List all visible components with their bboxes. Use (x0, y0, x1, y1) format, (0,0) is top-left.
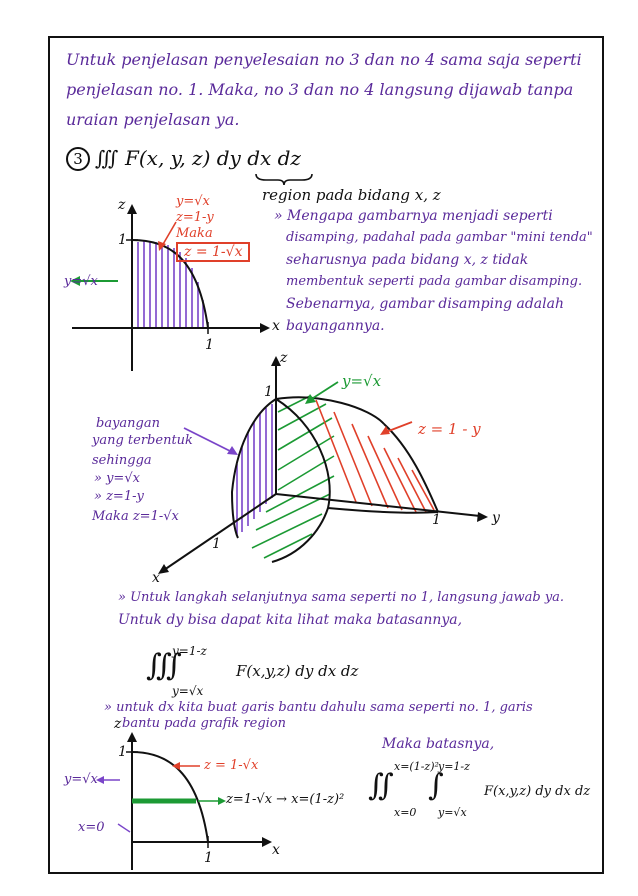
graph3d-z-label: z (280, 350, 288, 366)
shadow-note-6: Maka z=1-√x (92, 509, 179, 524)
shadow-note-1: bayangan (96, 416, 160, 431)
z-axis-arrow-icon (127, 204, 137, 214)
curve-pointer (162, 222, 176, 246)
problem-number: 3 (73, 150, 83, 168)
shadow-note-3: sehingga (92, 453, 152, 468)
step-dy-upper: y=1-z (172, 644, 207, 658)
graph1-boxed-result: z = 1-√x (176, 242, 250, 262)
step-dx-line-1: » untuk dx kita buat garis bantu dahulu sama seperti no. 1, garis (104, 700, 533, 715)
graph2-x0-label: x=0 (78, 820, 105, 835)
step-dy-line-1: » Untuk langkah selanjutnya sama seperti no 1, langsung jawab ya. (118, 590, 565, 605)
graph3d-green-label: y=√x (342, 372, 382, 390)
step-dy-line-2: Untuk dy bisa dapat kita lihat maka batasannya, (118, 612, 463, 628)
graph3d-red-label: z = 1 - y (418, 420, 481, 438)
note1-line-5: Sebenarnya, gambar disamping adalah (286, 296, 564, 312)
step-dx-line-2: bantu pada grafik region (122, 716, 287, 731)
graph1-z-label: z (118, 197, 126, 213)
graph1-maka: Maka (176, 226, 213, 241)
final-expr: F(x,y,z) dy dx dz (484, 784, 591, 799)
graph3d-tick-y: 1 (432, 512, 441, 528)
tent-3d-graph (140, 352, 500, 592)
graph2-green-label: z=1-√x → x=(1-z)² (226, 792, 345, 807)
region-note: region pada bidang x, z (262, 186, 441, 204)
graph2-tick-x: 1 (204, 850, 213, 866)
final-x-upper: x=(1-z)² (394, 760, 439, 773)
note1-line-2: disamping, padahal pada gambar "mini tenda" (286, 230, 593, 245)
graph2-curve-label: z = 1-√x (204, 758, 259, 773)
note1-line-6: bayangannya. (286, 318, 385, 334)
graph1-curve-label-1: y=√x (176, 194, 210, 209)
integral-sign-y: ∫ (428, 768, 444, 803)
note1-line-4: membentuk seperti pada gambar disamping. (286, 274, 583, 289)
intro-line-3: uraian penjelasan ya. (66, 110, 240, 129)
note1-line-3: seharusnya pada bidang x, z tidak (286, 252, 529, 268)
graph2-z-label: z (114, 716, 122, 732)
final-y-upper: y=1-z (438, 760, 470, 773)
graph2-tick-z: 1 (118, 744, 127, 760)
graph1-tick-z: 1 (118, 232, 127, 248)
note1-line-1: » Mengapa gambarnya menjadi seperti (274, 208, 553, 224)
final-y-lower: y=√x (438, 806, 467, 819)
final-title: Maka batasnya, (382, 736, 495, 752)
intro-line-1: Untuk penjelasan penyelesaian no 3 dan no 4 sama saja seperti (66, 50, 582, 69)
graph3d-x-label: x (152, 570, 160, 586)
graph3d-y-label: y (492, 510, 500, 526)
final-x-lower: x=0 (394, 806, 417, 819)
problem-integral: ∭ F(x, y, z) dy dx dz (95, 146, 301, 170)
underbrace-icon (254, 172, 314, 186)
triple-integral-sign-1: ∭ (146, 648, 182, 683)
shadow-note-2: yang terbentuk (92, 433, 193, 448)
graph1-tick-x: 1 (205, 337, 214, 353)
shadow-note-5: » z=1-y (94, 489, 144, 504)
graph1-left-label: y=√x (64, 274, 98, 289)
graph3d-tick-x: 1 (212, 536, 221, 552)
shadow-note-4: » y=√x (94, 471, 140, 486)
intro-line-2: penjelasan no. 1. Maka, no 3 dan no 4 langsung dijawab tanpa (66, 80, 574, 99)
step-dy-expr: F(x,y,z) dy dx dz (236, 662, 359, 680)
step-dy-lower: y=√x (172, 684, 204, 698)
green-face-hatch (252, 396, 334, 558)
x-axis-arrow-icon (260, 323, 270, 333)
x-axis-3d (164, 494, 276, 570)
double-integral-sign-x: ∬ (368, 768, 394, 803)
graph1-curve-label-2: z=1-y (176, 210, 214, 225)
graph2-x-label: x (272, 842, 280, 858)
problem-number-circle (66, 147, 90, 171)
graph1-x-label: x (272, 318, 280, 334)
graph2-left-label: y=√x (64, 772, 98, 787)
graph3d-tick-z: 1 (264, 384, 273, 400)
